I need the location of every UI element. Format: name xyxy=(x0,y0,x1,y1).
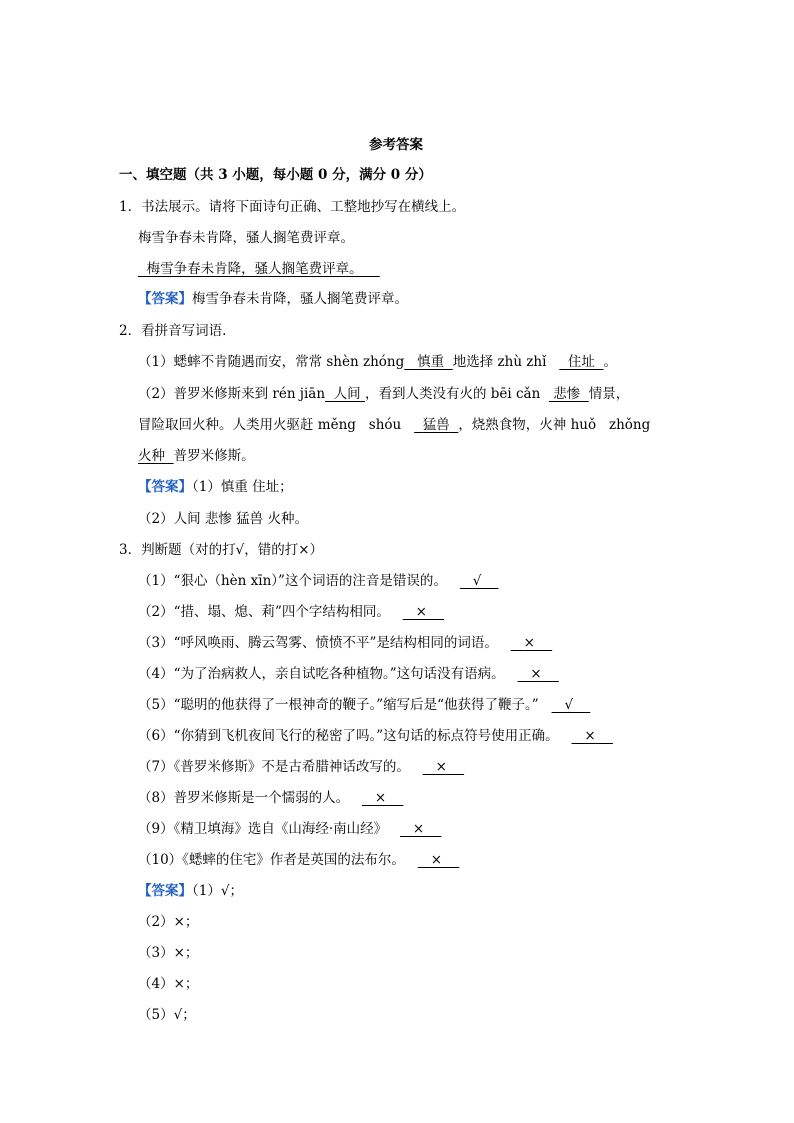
question-1-blank xyxy=(138,260,380,278)
q2-l3-text-c: ，烧熟食物，火神 huǒ xyxy=(458,417,597,433)
q2-l1-text-a: （1）蟋蟀不肯随遇而安，常常 shèn zhóng xyxy=(138,354,405,370)
question-1-answer-text: 梅雪争春未肯降，骚人搁笔费评章。 xyxy=(192,291,408,307)
section-heading: 一、填空题（共 3 小题，每小题 0 分，满分 0 分） xyxy=(119,167,432,183)
judge-item-8: （8）普罗米修斯是一个懦弱的人。 × xyxy=(138,790,387,806)
question-1-answer xyxy=(138,290,408,308)
answer-tag: 【答案】 xyxy=(138,291,192,307)
judge-item-9: （9）《精卫填海》选自《山海经·南山经》 × xyxy=(138,821,425,837)
q2-blank-6: 火种 xyxy=(138,448,165,464)
question-2-prompt: 2．看拼音写词语. xyxy=(119,323,227,339)
q2-blank-3: 人间 xyxy=(333,386,361,402)
question-3-answer-5: （5）√； xyxy=(138,1007,196,1023)
q2-l1-text-c: 地选择 zhù zhǐ xyxy=(452,354,547,370)
question-2-line-2: （2）普罗米修斯来到 rén jiān 人间 ，看到人类没有火的 bēi cǎn 悲惨 情景， xyxy=(138,386,630,402)
question-1-prompt: 1．书法展示。请将下面诗句正确、工整地抄写在横线上。 xyxy=(119,199,466,215)
answer-tag: 【答案】 xyxy=(138,479,192,495)
q2-l2-text-a: （2）普罗米修斯来到 rén jiān xyxy=(138,386,326,402)
question-2-answer-1: 【答案】（1）慎重 住址； xyxy=(138,479,293,495)
judge-item-1: （1）“狠心（hèn xīn）”这个词语的注音是错误的。 √ xyxy=(138,573,482,589)
q2-l2-text-c: ，看到人类没有火的 bēi cǎn xyxy=(364,386,541,402)
page-title: 参考答案 xyxy=(369,137,423,153)
q2-l3-text-a: 冒险取回火种。人类用火驱赶 měng xyxy=(138,417,356,433)
question-3-answer-4: （4）×； xyxy=(138,976,199,992)
q2-blank-2: 住址 xyxy=(567,354,595,370)
judge-item-4: （4）“为了治病救人，亲自试吃各种植物。”这句话没有语病。 × xyxy=(138,666,542,682)
question-1-poem: 梅雪争春未肯降，骚人搁笔费评章。 xyxy=(138,230,354,246)
question-3-answer-3: （3）×； xyxy=(138,945,199,961)
answer-tag: 【答案】 xyxy=(138,883,192,899)
judge-item-10: （10）《蟋蟀的住宅》作者是英国的法布尔。 × xyxy=(138,852,442,868)
judge-item-7: （7）《普罗米修斯》不是古希腊神话改写的。 × xyxy=(138,759,447,775)
judge-item-5: （5）“聪明的他获得了一根神奇的鞭子。”缩写后是“他获得了鞭子。” √ xyxy=(138,697,574,713)
judge-item-3: （3）“呼风唤雨、腾云驾雾、愤愤不平”是结构相同的词语。 × xyxy=(138,635,535,651)
q2-blank-4: 悲惨 xyxy=(553,386,581,402)
question-3-answer-1: 【答案】（1）√； xyxy=(138,883,243,899)
q2-blank-1: 慎重 xyxy=(417,354,445,370)
q2-blank-5: 猛兽 xyxy=(422,417,450,433)
question-2-line-3: 冒险取回火种。人类用火驱赶 měng shóu 猛兽 ，烧熟食物，火神 huǒ zhǒng xyxy=(138,417,651,433)
question-3-answer-2: （2）×； xyxy=(138,914,199,930)
judge-item-6: （6）“你猜到飞机夜间飞行的秘密了吗。”这句话的标点符号使用正确。 × xyxy=(138,728,596,744)
question-2-line-4: 火种 普罗米修斯。 xyxy=(138,448,255,464)
question-2-answer-2: （2）人间 悲惨 猛兽 火种。 xyxy=(138,511,308,527)
question-3-prompt: 3．判断题（对的打√，错的打×） xyxy=(119,542,324,558)
judge-item-2: （2）“措、塌、熄、莉”四个字结构相同。 × xyxy=(138,604,427,620)
question-2-line-1: （1）蟋蟀不肯随遇而安，常常 shèn zhóng 慎重 地选择 zhù zhǐ 住址 。 xyxy=(138,354,617,370)
question-1-blank-text: 梅雪争春未肯降，骚人搁笔费评章。 xyxy=(146,261,363,277)
